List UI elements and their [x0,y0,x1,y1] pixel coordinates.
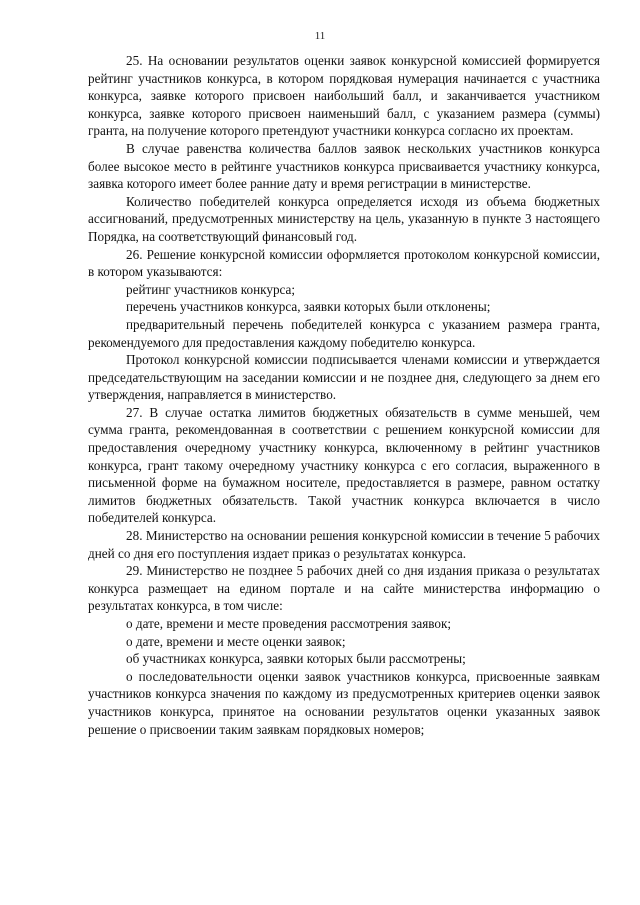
paragraph-tie-rule: В случае равенства количества баллов заявок нескольких участников конкурса более высокое место в рейтинге участников конкурса присваивается участнику конкурса, заявка которого имеет более ранние дату и время регистрации в министерстве. [88,140,600,192]
list-item-evaluation-sequence: о последовательности оценки заявок участников конкурса, присвоенные заявкам участников конкурса значения по каждому из предусмотренных критериев оценки заявок участников конкурса, принятое на основании результатов оценки указанных заявок решение о присвоении таким заявкам порядковых номеров; [88,668,600,737]
paragraph-winners-count: Количество победителей конкурса определяется исходя из объема бюджетных ассигнований, предусмотренных министерству на цель, указанную в пункте 3 настоящего Порядка, на соответствующий финансовый год. [88,193,600,244]
paragraph-26: 26. Решение конкурсной комиссии оформляется протоколом конкурсной комиссии, в котором указываются: [88,246,600,280]
paragraph-25: 25. На основании результатов оценки заявок конкурсной комиссией формируется рейтинг участников конкурса, в котором порядковая нумерация начинается с участника конкурса, заявке которого присвоен наибольший балл, и заканчивается участником конкурса, заявке которого присвоен наименьший балл, с указанием размера (суммы) гранта, на получение которого претендуют участники конкурса согласно их проектам. [88,53,600,139]
list-item-evaluation-date: о дате, времени и месте оценки заявок; [126,633,346,649]
paragraph-27: 27. В случае остатка лимитов бюджетных обязательств в сумме меньшей, чем сумма гранта, рекомендованная в соответствии с решением конкурсной комиссии для предоставления очередному участнику конкурса, включенному в рейтинг участников конкурса, грант такому очередному участнику конкурса с его согласия, выраженного в письменной форме на бумажном носителе, предоставляется в размере, равном остатку лимитов бюджетных обязательств. Такой участник конкурса включается в число победителей конкурса. [88,404,600,526]
paragraph-29: 29. Министерство не позднее 5 рабочих дней со дня издания приказа о результатах конкурса размещает на едином портале и на сайте министерства информацию о результатах конкурса, в том числе: [88,563,600,614]
list-item-rating: рейтинг участников конкурса; [126,281,296,297]
list-item-reviewed-participants: об участниках конкурса, заявки которых были рассмотрены; [126,651,466,667]
document-body [88,52,600,738]
paragraph-28: 28. Министерство на основании решения конкурсной комиссии в течение 5 рабочих дней со дня его поступления издает приказ о результатах конкурса. [88,528,600,561]
list-item-preliminary-winners: предварительный перечень победителей конкурса с указанием размера гранта, рекомендуемого для предоставления каждому победителю конкурса. [88,316,600,350]
paragraph-protocol: Протокол конкурсной комиссии подписывается членами комиссии и утверждается председательствующим на заседании комиссии и не позднее дня, следующего за днем его утверждения, направляется в министерство. [88,352,600,403]
list-item-review-date: о дате, времени и месте проведения рассмотрения заявок; [126,616,452,631]
page-number: 11 [314,30,326,42]
list-item-rejected: перечень участников конкурса, заявки которых были отклонены; [126,299,491,315]
